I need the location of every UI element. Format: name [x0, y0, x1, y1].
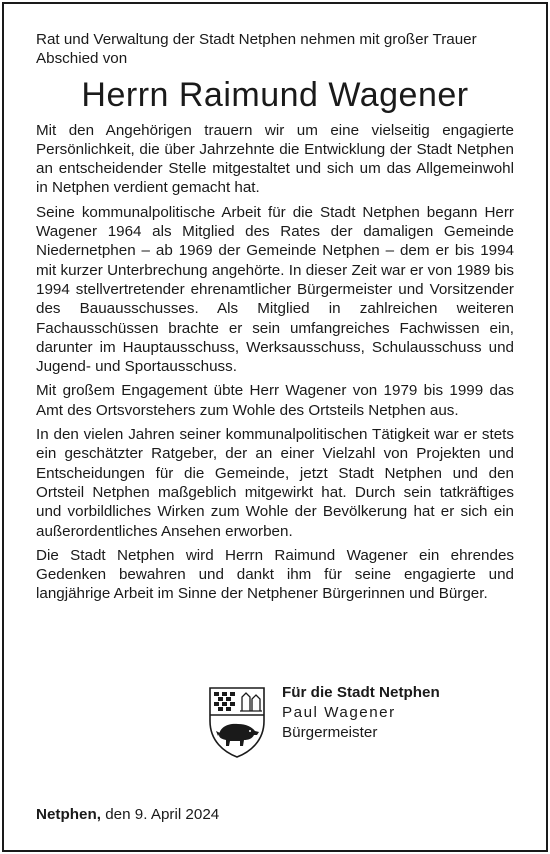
- deceased-name: Herrn Raimund Wagener: [81, 75, 469, 114]
- coat-of-arms-boar-icon: [206, 685, 268, 759]
- paragraph-4: In den vielen Jahren seiner kommunalpolitischen Tätigkeit war er stets ein geschätzter Ratgeber, der an einer Vielzahl von Projekten und Entscheidungen für die Gemeinde, jetzt Stadt Netphen und den Ortsteil Netphen maßgeblich mitgewirkt hat. Durch sein tatkräftiges und vorbildliches Wirken zum Wohle der Bevölkerung hat er sich ein außerordentliches Ansehen erworben.: [36, 426, 514, 540]
- footer-place: Netphen,: [36, 806, 101, 823]
- signature-block: [206, 685, 486, 775]
- signature-title: Bürgermeister: [282, 724, 378, 741]
- signature-org: Für die Stadt Netphen: [282, 684, 440, 701]
- paragraph-2: Seine kommunalpolitische Arbeit für die Stadt Netphen begann Herr Wagener 1964 als Mitglied des Rates der damaligen Gemeinde Niedernetphen – ab 1969 der Gemeinde Netphen – dem er bis 1994 mit kurzer Unterbrechung angehörte. In dieser Zeit war er von 1989 bis 1994 stellvertretender ehrenamtlicher Bürgermeister und Vorsitzender des Bauausschusses. Als Mitglied in zahlreichen weiteren Fachausschüssen brachte er sein umfangreiches Fachwissen ein, darunter im Hauptausschuss, Werksausschuss, Schulausschuss und Jugend- und Sportausschuss.: [36, 203, 514, 376]
- obituary-body: [36, 30, 514, 609]
- paragraph-5: Die Stadt Netphen wird Herrn Raimund Wagener ein ehrendes Gedenken bewahren und dankt ihm für seine engagierte und langjährige Arbeit im Sinne der Netphener Bürgerinnen und Bürger.: [36, 546, 514, 603]
- signature-name: Paul Wagener: [282, 704, 396, 721]
- footer-date: den 9. April 2024: [105, 806, 220, 823]
- paragraph-1: Mit den Angehörigen trauern wir um eine vielseitig engagierte Persönlichkeit, die über Jahrzehnte die Entwicklung der Stadt Netphen an entscheidender Stelle mitgestaltet und sich um das Allgemeinwohl in Netphen verdient gemacht hat.: [36, 121, 514, 197]
- paragraph-3: Mit großem Engagement übte Herr Wagener von 1979 bis 1999 das Amt des Ortsvorstehers zum Wohle des Ortsteils Netphen aus.: [36, 382, 514, 419]
- place-date-line: [36, 806, 219, 823]
- intro-text: Rat und Verwaltung der Stadt Netphen nehmen mit großer Trauer Abschied von: [36, 31, 477, 68]
- signature-text: [282, 683, 440, 743]
